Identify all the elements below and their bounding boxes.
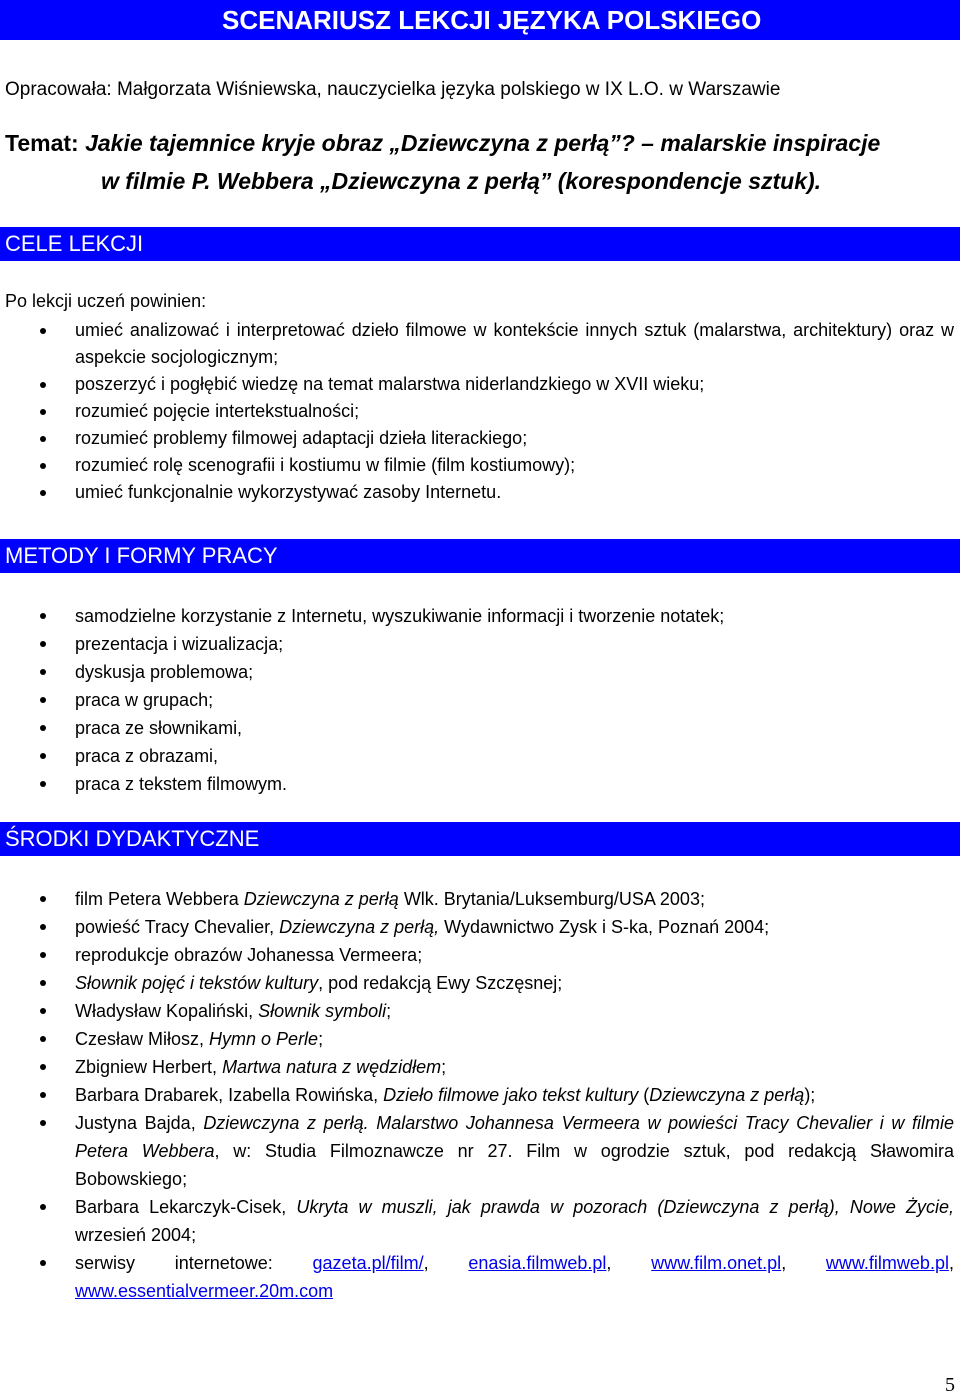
list-item: reprodukcje obrazów Johanessa Vermeera; [0, 941, 956, 969]
list-item: dyskusja problemowa; [0, 658, 956, 686]
list-item: samodzielne korzystanie z Internetu, wyszukiwanie informacji i tworzenie notatek; [0, 602, 956, 630]
list-item: Słownik pojęć i tekstów kultury, pod redakcją Ewy Szczęsnej; [0, 969, 956, 997]
topic-label: Temat: [5, 130, 79, 156]
methods-heading [0, 539, 960, 573]
list-item-links: serwisy internetowe: gazeta.pl/film/, enasia.filmweb.pl, www.film.onet.pl, www.filmweb.pl, www.essentialvermeer.20m.com [0, 1249, 956, 1305]
goals-list [0, 317, 956, 506]
list-item: Czesław Miłosz, Hymn o Perle; [0, 1025, 956, 1053]
list-item: poszerzyć i pogłębić wiedzę na temat malarstwa niderlandzkiego w XVII wieku; [0, 371, 956, 398]
list-item: umieć funkcjonalnie wykorzystywać zasoby Internetu. [0, 479, 956, 506]
methods-list [0, 602, 956, 798]
links-intro: serwisy internetowe: [75, 1253, 313, 1273]
link-film-onet[interactable]: www.film.onet.pl [651, 1253, 782, 1273]
document-title-banner [0, 0, 960, 40]
list-item: prezentacja i wizualizacja; [0, 630, 956, 658]
list-item: rozumieć problemy filmowej adaptacji dzieła literackiego; [0, 425, 956, 452]
list-item: praca w grupach; [0, 686, 956, 714]
list-item: Barbara Lekarczyk-Cisek, Ukryta w muszli, jak prawda w pozorach (Dziewczyna z perłą), Nowe Życie, wrzesień 2004; [0, 1193, 956, 1249]
topic-line-2: w filmie P. Webbera „Dziewczyna z perłą” (korespondencje sztuk). [101, 168, 822, 194]
materials-heading [0, 822, 960, 856]
list-item: Władysław Kopaliński, Słownik symboli; [0, 997, 956, 1025]
author-line: Opracowała: Małgorzata Wiśniewska, nauczycielka języka polskiego w IX L.O. w Warszawie [5, 79, 781, 100]
list-item: umieć analizować i interpretować dzieło filmowe w kontekście innych sztuk (malarstwa, architektury) oraz w aspekcie socjologicznym; [0, 317, 956, 371]
materials-list [0, 885, 956, 1305]
list-item: Justyna Bajda, Dziewczyna z perłą. Malarstwo Johannesa Vermeera w powieści Tracy Chevalier i w filmie Petera Webbera, w: Studia Filmoznawcze nr 27. Film w ogrodzie sztuk, pod redakcją Sławomira Bobowskiego; [0, 1109, 956, 1193]
lesson-topic [5, 124, 880, 200]
list-item: praca ze słownikami, [0, 714, 956, 742]
list-item: praca z tekstem filmowym. [0, 770, 956, 798]
page-number: 5 [945, 1374, 955, 1396]
methods-heading-text: METODY I FORMY PRACY [5, 543, 278, 568]
list-item: praca z obrazami, [0, 742, 956, 770]
goals-heading-text: CELE LEKCJI [5, 231, 144, 256]
list-item: Zbigniew Herbert, Martwa natura z wędzidłem; [0, 1053, 956, 1081]
topic-line-1: Jakie tajemnice kryje obraz „Dziewczyna z perłą”? – malarskie inspiracje [85, 130, 881, 156]
list-item: powieść Tracy Chevalier, Dziewczyna z perłą, Wydawnictwo Zysk i S-ka, Poznań 2004; [0, 913, 956, 941]
link-essentialvermeer[interactable]: www.essentialvermeer.20m.com [75, 1281, 334, 1301]
document-title: SCENARIUSZ LEKCJI JĘZYKA POLSKIEGO [222, 5, 762, 35]
link-filmweb[interactable]: www.filmweb.pl [825, 1253, 949, 1273]
list-item: film Petera Webbera Dziewczyna z perłą Wlk. Brytania/Luksemburg/USA 2003; [0, 885, 956, 913]
link-enasia[interactable]: enasia.filmweb.pl [468, 1253, 607, 1273]
materials-heading-text: ŚRODKI DYDAKTYCZNE [5, 826, 260, 851]
list-item: rozumieć rolę scenografii i kostiumu w filmie (film kostiumowy); [0, 452, 956, 479]
goals-intro: Po lekcji uczeń powinien: [5, 291, 207, 311]
list-item: rozumieć pojęcie intertekstualności; [0, 398, 956, 425]
goals-heading [0, 227, 960, 261]
link-gazeta[interactable]: gazeta.pl/film/ [312, 1253, 424, 1273]
list-item: Barbara Drabarek, Izabella Rowińska, Dzieło filmowe jako tekst kultury (Dziewczyna z perłą); [0, 1081, 956, 1109]
